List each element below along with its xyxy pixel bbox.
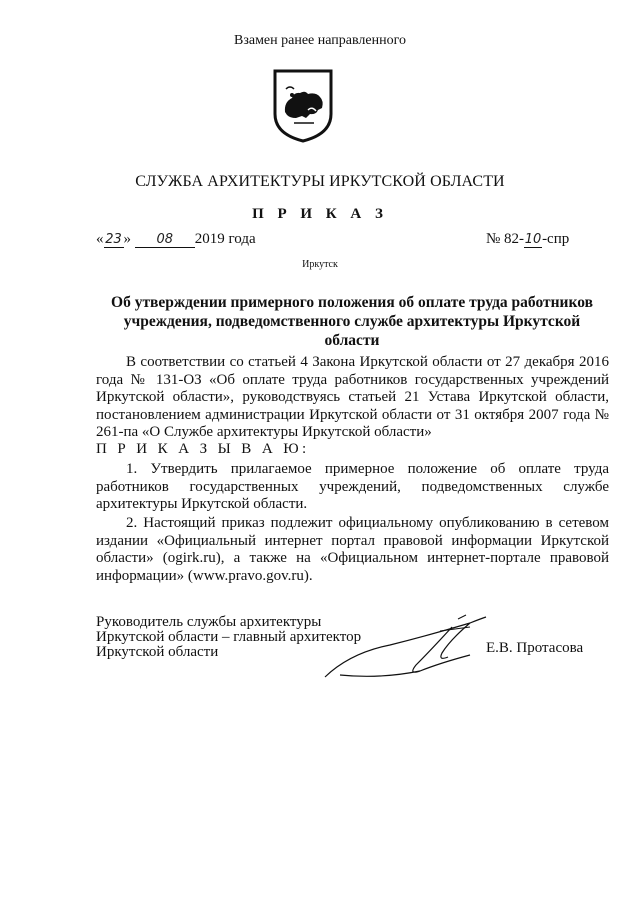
preamble-paragraph: В соответствии со статьей 4 Закона Иркутской области от 27 декабря 2016 года № 131-ОЗ «Об оплате труда работников государственных учреждений Иркутской области», руководствуясь статьей 21 Устава Иркутской области, постановлением администрации Иркутской области от 31 октября 2007 года № 261-па «О Службе архитектуры Иркутской области» (96, 354, 609, 440)
signatory-name: Е.В. Протасова (486, 640, 584, 656)
order-number (486, 231, 569, 248)
order-number-suffix: -спр (542, 231, 570, 247)
city: Иркутск (302, 259, 338, 270)
order-number-handwritten: 10 (524, 232, 542, 247)
order-word: П Р И К А З Ы В А Ю: (96, 441, 310, 457)
order-item-1: 1. Утвердить прилагаемое примерное положение об оплате труда работников государственных учреждений, подведомственных службе архитектуры Иркутской области. (96, 461, 609, 512)
signatory-line-3: Иркутской области (96, 644, 219, 660)
order-item-2: 2. Настоящий приказ подлежит официальному опубликованию в сетевом издании «Официальный интернет портал правовой информации Иркутской области» (ogirk.ru), а также на «Официальном интернет-портале правовой информации» (www.pravo.gov.ru). (96, 515, 609, 584)
document-title: Об утверждении примерного положения об оплате труда работников учреждения, подведомственного службе архитектуры Иркутской области (111, 294, 593, 349)
signatory-line-2: Иркутской области – главный архитектор (96, 629, 362, 645)
coat-of-arms-emblem (272, 68, 334, 144)
top-note: Взамен ранее направленного (233, 33, 406, 48)
order-date: « 23 » 08 2019 года (96, 231, 256, 247)
document-type: П Р И К А З (252, 206, 388, 222)
agency-name: СЛУЖБА АРХИТЕКТУРЫ ИРКУТСКОЙ ОБЛАСТИ (135, 173, 505, 190)
signatory-line-1: Руководитель службы архитектуры (96, 614, 322, 630)
order-number-prefix: № 82- (486, 231, 525, 247)
date-day: 23 (105, 232, 122, 247)
date-year: 2019 года (194, 231, 256, 247)
date-month: 08 (135, 233, 195, 248)
handwritten-signature (320, 605, 490, 685)
